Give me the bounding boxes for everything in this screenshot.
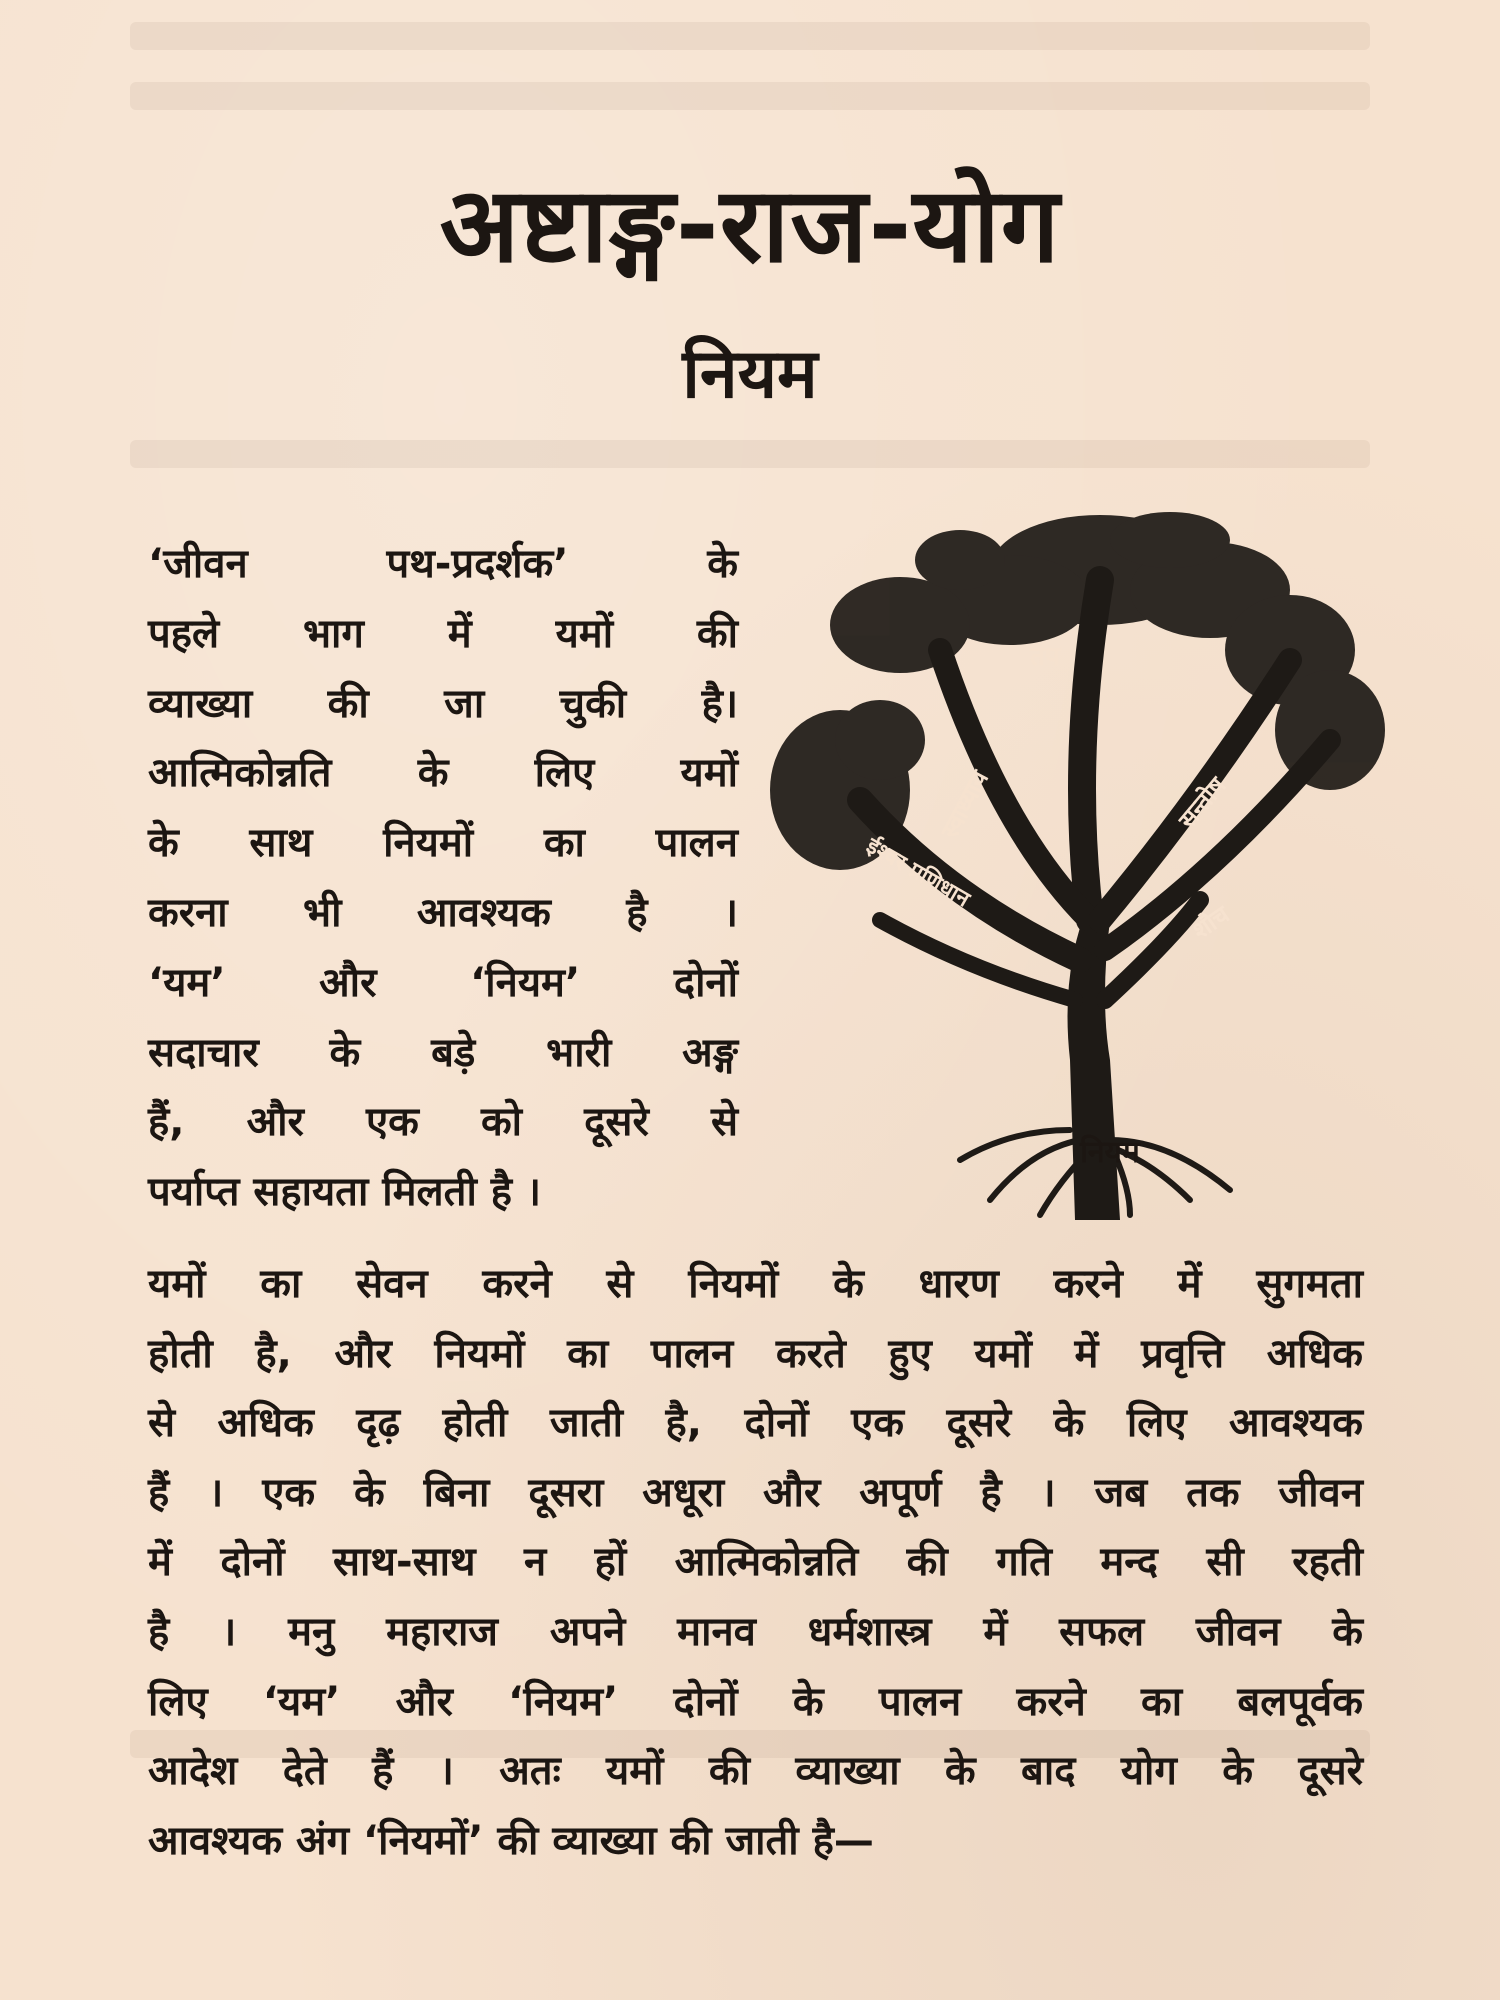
branch-label: तप xyxy=(1030,642,1060,672)
text-line: होती है, और नियमों का पालन करते हुए यमों में प्रवृत्ति अधिक xyxy=(148,1330,1363,1377)
text-line: आवश्यक अंग ‘नियमों’ की व्याख्या की जाती है— xyxy=(148,1817,874,1864)
illustration-caption: नियम xyxy=(1080,1135,1140,1170)
intro-paragraph xyxy=(148,530,738,1228)
text-line: से अधिक दृढ़ होती जाती है, दोनों एक दूसरे के लिए आवश्यक xyxy=(148,1400,1363,1447)
section-heading: नियम xyxy=(682,335,818,414)
text-line: आदेश देते हैं । अतः यमों की व्याख्या के बाद योग के दूसरे xyxy=(148,1748,1363,1795)
branch-label: स्वाध्याय xyxy=(935,766,995,843)
text-line: व्याख्या की जा चुकी है। xyxy=(148,680,738,727)
text-line: है । मनु महाराज अपने मानव धर्मशास्त्र में सफल जीवन के xyxy=(148,1608,1363,1655)
text-line: लिए ‘यम’ और ‘नियम’ दोनों के पालन करने का बलपूर्वक xyxy=(148,1678,1363,1725)
tree-icon xyxy=(770,500,1390,1220)
text-line: हैं, और एक को दूसरे से xyxy=(148,1099,738,1146)
text-line: पहले भाग में यमों की xyxy=(148,610,738,657)
niyam-tree-illustration xyxy=(770,500,1390,1220)
branch-label: सन्तोष xyxy=(1173,771,1232,834)
bleed-through-line xyxy=(130,82,1370,110)
text-line: करना भी आवश्यक है । xyxy=(148,889,738,936)
branch-label: शौच xyxy=(1187,900,1235,945)
branch-label: ईश्वर प्रणिधान xyxy=(862,833,974,913)
text-line: यमों का सेवन करने से नियमों के धारण करने में सुगमता xyxy=(148,1261,1363,1307)
text-line: सदाचार के बड़े भारी अङ्ग xyxy=(148,1029,738,1076)
bleed-through-line xyxy=(130,440,1370,468)
text-line: के साथ नियमों का पालन xyxy=(148,820,738,867)
text-line: ‘जीवन पथ-प्रदर्शक’ के xyxy=(148,541,738,587)
text-line: आत्मिकोन्नति के लिए यमों xyxy=(148,750,738,797)
text-line: पर्याप्त सहायता मिलती है । xyxy=(148,1169,542,1216)
page-title: अष्टाङ्ग-राज-योग xyxy=(439,164,1061,286)
text-line: में दोनों साथ-साथ न हों आत्मिकोन्नति की गति मन्द सी रहती xyxy=(148,1539,1363,1586)
body-paragraph xyxy=(148,1250,1363,1876)
bleed-through-line xyxy=(130,22,1370,50)
text-line: ‘यम’ और ‘नियम’ दोनों xyxy=(148,959,738,1006)
text-line: हैं । एक के बिना दूसरा अधूरा और अपूर्ण है । जब तक जीवन xyxy=(148,1469,1363,1516)
